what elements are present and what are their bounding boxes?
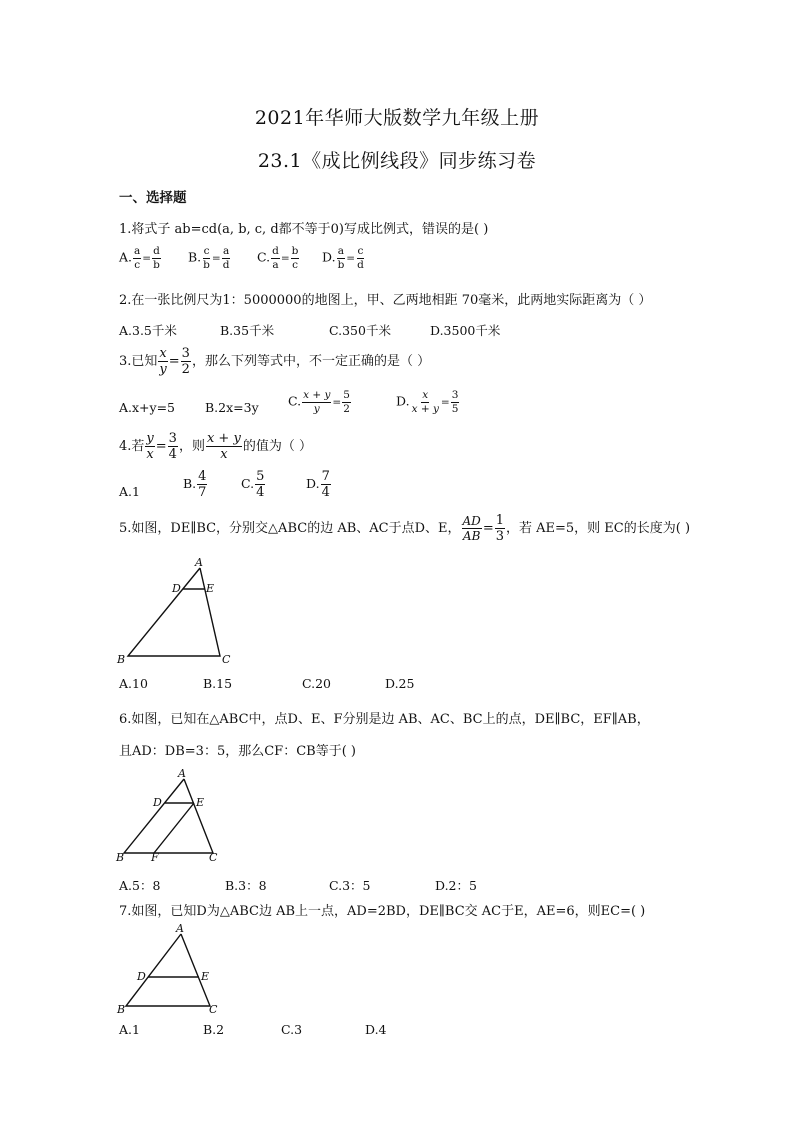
vertex-label-c: C bbox=[209, 1003, 218, 1016]
vertex-label-a: A bbox=[176, 922, 184, 935]
triangle-abc bbox=[124, 779, 213, 853]
question-5-option-c: C.20 bbox=[302, 676, 331, 691]
vertex-label-b: B bbox=[117, 653, 126, 666]
question-1-option-d: D. $\frac{a}{b}$ = $\frac{c}{d}$ bbox=[322, 245, 364, 271]
vertex-label-b: B bbox=[117, 1003, 126, 1016]
vertex-label-c: C bbox=[222, 653, 231, 666]
question-6-option-b: B.3：8 bbox=[225, 878, 267, 893]
question-2-option-d: D.3500千米 bbox=[430, 323, 501, 338]
question-6-triangle-figure bbox=[112, 765, 222, 863]
question-6-option-a: A.5：8 bbox=[119, 878, 161, 893]
question-5-triangle-figure bbox=[114, 555, 244, 667]
question-7-option-d: D.4 bbox=[365, 1022, 387, 1037]
question-7-triangle-figure bbox=[112, 920, 222, 1016]
question-1-option-b: B. $\frac{c}{b}$ = $\frac{a}{d}$ bbox=[188, 245, 230, 271]
vertex-label-f: F bbox=[151, 851, 159, 863]
vertex-label-b: B bbox=[116, 851, 125, 863]
question-1-option-a: A. $\frac{a}{c}$ = $\frac{d}{b}$ bbox=[119, 245, 160, 271]
vertex-label-d: D bbox=[153, 796, 162, 809]
question-2-option-a: A.3.5千米 bbox=[119, 323, 177, 338]
question-3-text: 3.已知 $\frac{x}{y}$ = $\frac{3}{2}$ ，那么下列等式中，不一定正确的是（ ） bbox=[119, 346, 431, 377]
vertex-label-a: A bbox=[178, 767, 186, 780]
question-7-option-c: C.3 bbox=[281, 1022, 303, 1037]
page-subtitle: 23.1《成比例线段》同步练习卷 bbox=[257, 150, 537, 172]
question-6-option-d: D.2：5 bbox=[435, 878, 477, 893]
question-3-option-a: A.x+y=5 bbox=[119, 400, 176, 415]
question-5-option-b: B.15 bbox=[203, 676, 233, 691]
question-1-option-c: C. $\frac{d}{a}$ = $\frac{b}{c}$ bbox=[257, 245, 299, 271]
question-3-option-d: D. $\frac{x}{x + y}$ = $\frac{3}{5}$ bbox=[396, 389, 459, 415]
question-3-option-c: C. $\frac{x + y}{y}$ = $\frac{5}{2}$ bbox=[288, 389, 350, 415]
question-6-option-c: C.3：5 bbox=[329, 878, 371, 893]
segment-ef bbox=[154, 803, 194, 853]
page-title: 2021年华师大版数学九年级上册 bbox=[254, 107, 540, 129]
question-4-option-a: A.1 bbox=[119, 484, 140, 499]
question-3-option-b: B.2x=3y bbox=[205, 400, 259, 415]
question-2-option-b: B.35千米 bbox=[220, 323, 275, 338]
vertex-label-e: E bbox=[201, 970, 210, 983]
question-4-option-d: D. $\frac{7}{4}$ bbox=[306, 469, 330, 500]
question-5-text: 5.如图，DE∥BC，分别交△ABC的边 AB、AC于点D、E， $\frac{AD}{AB}$ = $\frac{1}{3}$ ，若 AE=5，则 EC的长度为( ) bbox=[119, 513, 691, 544]
question-4-option-b: B. $\frac{4}{7}$ bbox=[183, 469, 207, 500]
question-5-option-a: A.10 bbox=[119, 676, 148, 691]
question-4-option-c: C. $\frac{5}{4}$ bbox=[241, 469, 265, 500]
question-7-option-a: A.1 bbox=[119, 1022, 140, 1037]
question-7-option-b: B.2 bbox=[203, 1022, 225, 1037]
section-heading-multiple-choice: 一、选择题 bbox=[119, 190, 187, 206]
vertex-label-a: A bbox=[195, 556, 203, 569]
vertex-label-d: D bbox=[172, 582, 181, 595]
question-2-text: 2.在一张比例尺为1：5000000的地图上，甲、乙两地相距 70毫米，此两地实际距离为（ ） bbox=[119, 293, 652, 308]
question-2-option-c: C.350千米 bbox=[329, 323, 391, 338]
question-7-text: 7.如图，已知D为△ABC边 AB上一点，AD=2BD，DE∥BC交 AC于E，AE=6，则EC=( ) bbox=[119, 904, 646, 919]
question-6-text-line-1: 6.如图，已知在△ABC中，点D、E、F分别是边 AB、AC、BC上的点，DE∥BC，EF∥AB， bbox=[119, 712, 650, 727]
vertex-label-e: E bbox=[206, 582, 215, 595]
vertex-label-d: D bbox=[137, 970, 146, 983]
question-4-text: 4.若 $\frac{y}{x}$ = $\frac{3}{4}$ ，则 $\frac{x + y}{x}$ 的值为（ ） bbox=[119, 431, 312, 462]
vertex-label-c: C bbox=[209, 851, 218, 863]
question-1-text: 1.将式子 ab=cd(a, b, c, d都不等于0)写成比例式，错误的是( ) bbox=[119, 222, 489, 237]
vertex-label-e: E bbox=[196, 796, 205, 809]
question-6-text-line-2: 且AD：DB=3：5，那么CF：CB等于( ) bbox=[119, 744, 356, 759]
question-5-option-d: D.25 bbox=[385, 676, 415, 691]
